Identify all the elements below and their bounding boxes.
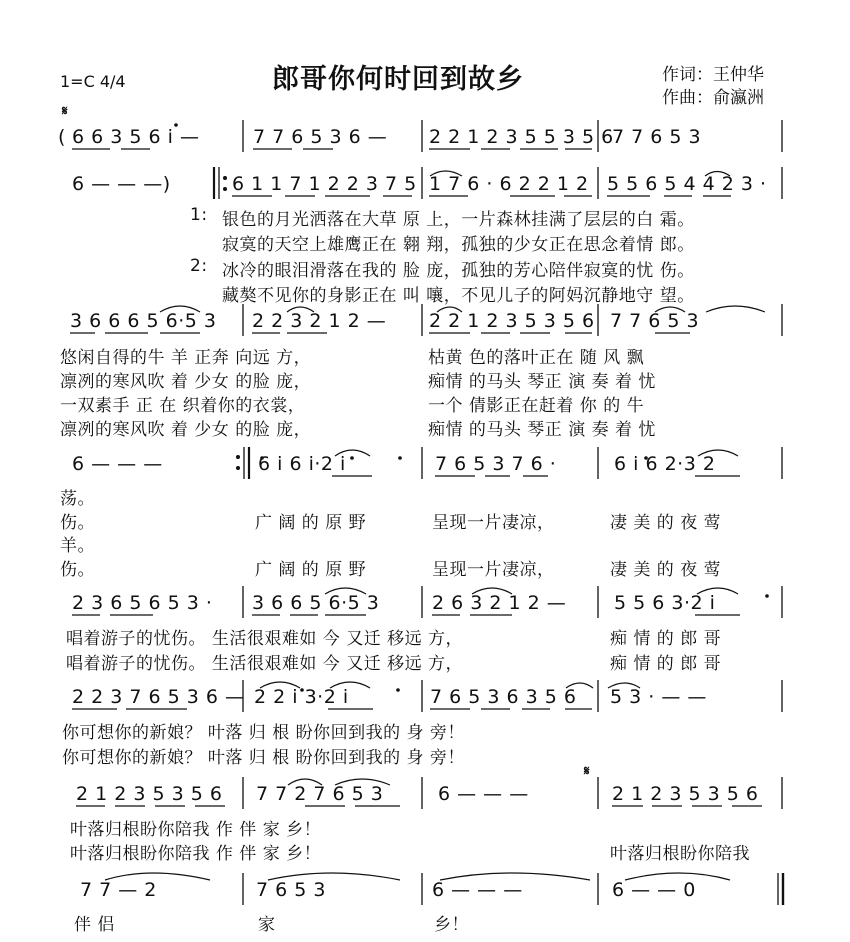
measure: 2 2 1 2 3 5 3 5 6 [429, 310, 595, 332]
lyric-line: 呈现一片凄凉， [432, 513, 555, 533]
measure: 6 i 6 2·3 2 [614, 453, 716, 475]
lyric-line: 银色的月光洒落在大草 原 上，一片森林挂满了层层的白 霜。 [222, 210, 695, 230]
lyric-line: 呈现一片凄凉， [432, 560, 555, 580]
composer: 作曲：俞瀛洲 [662, 88, 764, 108]
measure: 6 — — —) [72, 173, 171, 195]
segno-mark: 𝄋 [584, 764, 590, 779]
lyric-line: 一双素手 正 在 织着你的衣裳， [60, 396, 306, 416]
measure: 6 — — 0 [612, 879, 696, 901]
measure: 7 6 5 3 7 6 · [435, 453, 557, 475]
lyric-line: 凛冽的寒风吹 着 少女 的脸 庞， [60, 372, 312, 392]
page-title: 郎哥你何时回到故乡 [272, 64, 524, 95]
measure: 6 1 1 7 1 2 2 3 7 5 [232, 173, 417, 195]
key-signature: 1=C 4/4 [60, 72, 126, 91]
lyric-line: 痴 情 的 郎 哥 [610, 629, 722, 649]
open-paren: ( [58, 126, 66, 148]
lyric-line: 广 阔 的 原 野 [255, 560, 367, 580]
lyric-line: 你可想你的新娘？ 叶落 归 根 盼你回到我的 身 旁！ [62, 723, 465, 743]
measure: 7 7 2 7 6 5 3 [256, 783, 384, 805]
lyric-line: 寂寞的天空上雄鹰正在 翱 翔，孤独的少女正在思念着情 郎。 [222, 235, 695, 255]
lyric-line: 荡。 [60, 489, 95, 509]
lyric-line: 家 [258, 915, 276, 935]
measure: 6 — — — [72, 453, 163, 475]
measure: 2 2 i 3·2 i [254, 686, 349, 708]
measure: 6 — — — [432, 879, 523, 901]
measure: 1 7 6 · 6 2 2 1 2 [429, 173, 589, 195]
verse-number: 2: [190, 256, 208, 276]
measure: 7 7 6 5 3 [612, 126, 702, 148]
lyric-line: 痴 情 的 郎 哥 [610, 654, 722, 674]
lyric-line: 你可想你的新娘？ 叶落 归 根 盼你回到我的 身 旁！ [62, 748, 465, 768]
measure: 7 7 6 5 3 6 — [253, 126, 388, 148]
lyric-line: 一个 倩影正在赶着 你 的 牛 [428, 396, 645, 416]
lyric-line: 凛冽的寒风吹 着 少女 的脸 庞， [60, 420, 312, 440]
lyric-line: 叶落归根盼你陪我 作 伴 家 乡！ [70, 820, 322, 840]
measure: 2 1 2 3 5 3 5 6 [76, 783, 223, 805]
measure: 2 2 1 2 3 5 5 3 5 6 [429, 126, 614, 148]
measure: 5 3 · — — [610, 686, 707, 708]
lyric-line: 伤。 [60, 560, 95, 580]
lyric-line: 唱着游子的忧伤。 生活很艰难如 今 又迁 移远 方， [66, 629, 464, 649]
lyric-line: 藏獒不见你的身影正在 叫 嚷，不见儿子的阿妈沉静地守 望。 [222, 286, 695, 306]
measure: 7 6 5 3 6 3 5 6 [430, 686, 577, 708]
measure: 2 2 3 7 6 5 3 6 — [72, 686, 245, 708]
verse-number: 1: [190, 205, 208, 225]
measure: 6 6 3 5 6 i — [72, 126, 200, 148]
measure: 2 1 2 3 5 3 5 6 [612, 783, 759, 805]
lyric-line: 伴 侣 [74, 915, 115, 935]
lyric-line: 唱着游子的忧伤。 生活很艰难如 今 又迁 移远 方， [66, 654, 464, 674]
measure: 7 6 5 3 [256, 879, 326, 901]
segno-mark: 𝄋 [62, 104, 68, 119]
lyric-line: 冰冷的眼泪滑落在我的 脸 庞，孤独的芳心陪伴寂寞的忧 伤。 [222, 261, 695, 281]
measure: 3 6 6 6 5 6·5 3 [70, 310, 217, 332]
lyric-line: 叶落归根盼你陪我 [610, 844, 750, 864]
measure: 2 2 3 2 1 2 — [252, 310, 387, 332]
lyric-line: 凄 美 的 夜 莺 [610, 513, 722, 533]
measure: 5 5 6 3·2 i [614, 592, 716, 614]
lyric-line: 痴情 的马头 琴正 演 奏 着 忧 [428, 420, 656, 440]
measure: 7 7 — 2 [80, 879, 157, 901]
lyric-line: 广 阔 的 原 野 [255, 513, 367, 533]
measure: 2 3 6 5 6 5 3 · [72, 592, 213, 614]
lyric-line: 痴情 的马头 琴正 演 奏 着 忧 [428, 372, 656, 392]
lyricist: 作词：王仲华 [662, 65, 764, 85]
measure: 3 6 6 5 6·5 3 [252, 592, 380, 614]
measure: 7 7 6 5 3 [610, 310, 700, 332]
measure: 2 6 3 2 1 2 — [432, 592, 567, 614]
lyric-line: 枯黄 色的落叶正在 随 风 飘 [428, 348, 645, 368]
lyric-line: 凄 美 的 夜 莺 [610, 560, 722, 580]
measure: 6 — — — [438, 783, 529, 805]
measure: 6 i 6 i·2 i [258, 453, 346, 475]
measure: 5 5 6 5 4 4 2 3 · [607, 173, 767, 195]
lyric-line: 羊。 [60, 536, 95, 556]
lyric-line: 叶落归根盼你陪我 作 伴 家 乡！ [70, 844, 322, 864]
lyric-line: 悠闲自得的牛 羊 正奔 向远 方， [60, 348, 312, 368]
lyric-line: 伤。 [60, 513, 95, 533]
lyric-line: 乡！ [434, 915, 469, 935]
